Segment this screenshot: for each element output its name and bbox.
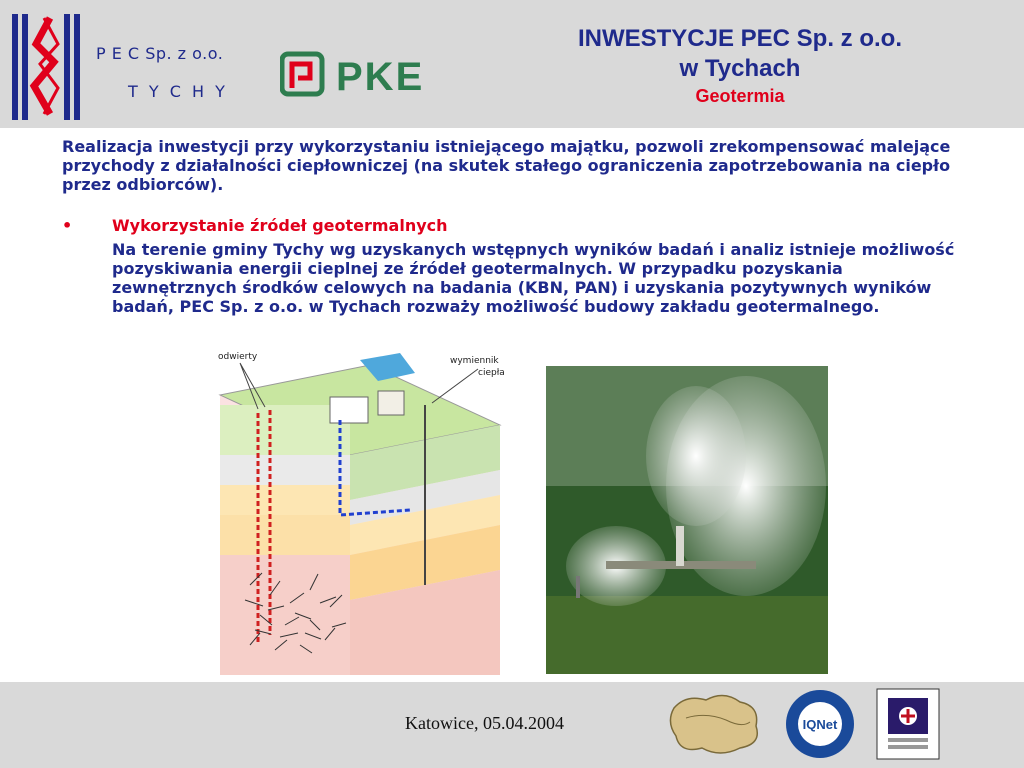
bullet-paragraph: Na terenie gminy Tychy wg uzyskanych wstępnych wyników badań i analiz istnieje możliwość pozyskiwania energii cieplnej ze źródeł geotermalnych. W przypadku pozyskania zewnętrznych środków celowych na badania (KBN, PAN) i uzyskania pozytywnych wyników badań, PEC Sp. z o.o. w Tychach rozważy możliwość budowy zakładu geotermalnego. bbox=[112, 240, 955, 316]
label-exchanger-1: wymiennik bbox=[450, 356, 499, 366]
title-line-2: w Tychach bbox=[679, 55, 801, 82]
bullet-marker: • bbox=[62, 216, 73, 235]
label-wells: odwierty bbox=[218, 352, 258, 362]
iqnet-certified-seal bbox=[784, 688, 856, 760]
pec-logo bbox=[10, 14, 86, 120]
bullet-heading: Wykorzystanie źródeł geotermalnych bbox=[112, 216, 448, 235]
slide-subtitle: Geotermia bbox=[695, 86, 785, 106]
pec-city: T Y C H Y bbox=[128, 82, 228, 101]
iqnet-seal-text: IQNet bbox=[802, 717, 838, 732]
region-map-seal bbox=[666, 688, 766, 760]
pke-logo-text: PKE bbox=[336, 55, 425, 98]
title-line-1: INWESTYCJE PEC Sp. z o.o. bbox=[577, 25, 903, 52]
pec-company-name: P E C Sp. z o.o. bbox=[96, 44, 224, 63]
place-date: Katowice, 05.04.2004 bbox=[405, 713, 564, 733]
geothermal-diagram bbox=[210, 345, 510, 680]
label-exchanger-2: ciepła bbox=[478, 368, 505, 378]
intro-paragraph: Realizacja inwestycji przy wykorzystaniu istniejącego majątku, pozwoli zrekompensować malejące przychody z działalności ciepłowniczej (na skutek stałego ograniczenia zapotrzebowania na ciepło przez odbiorców). bbox=[62, 137, 951, 194]
geothermal-plant-photo bbox=[546, 366, 828, 674]
certification-seal bbox=[876, 688, 940, 760]
slide-title bbox=[520, 24, 960, 108]
pke-logo bbox=[280, 50, 450, 98]
